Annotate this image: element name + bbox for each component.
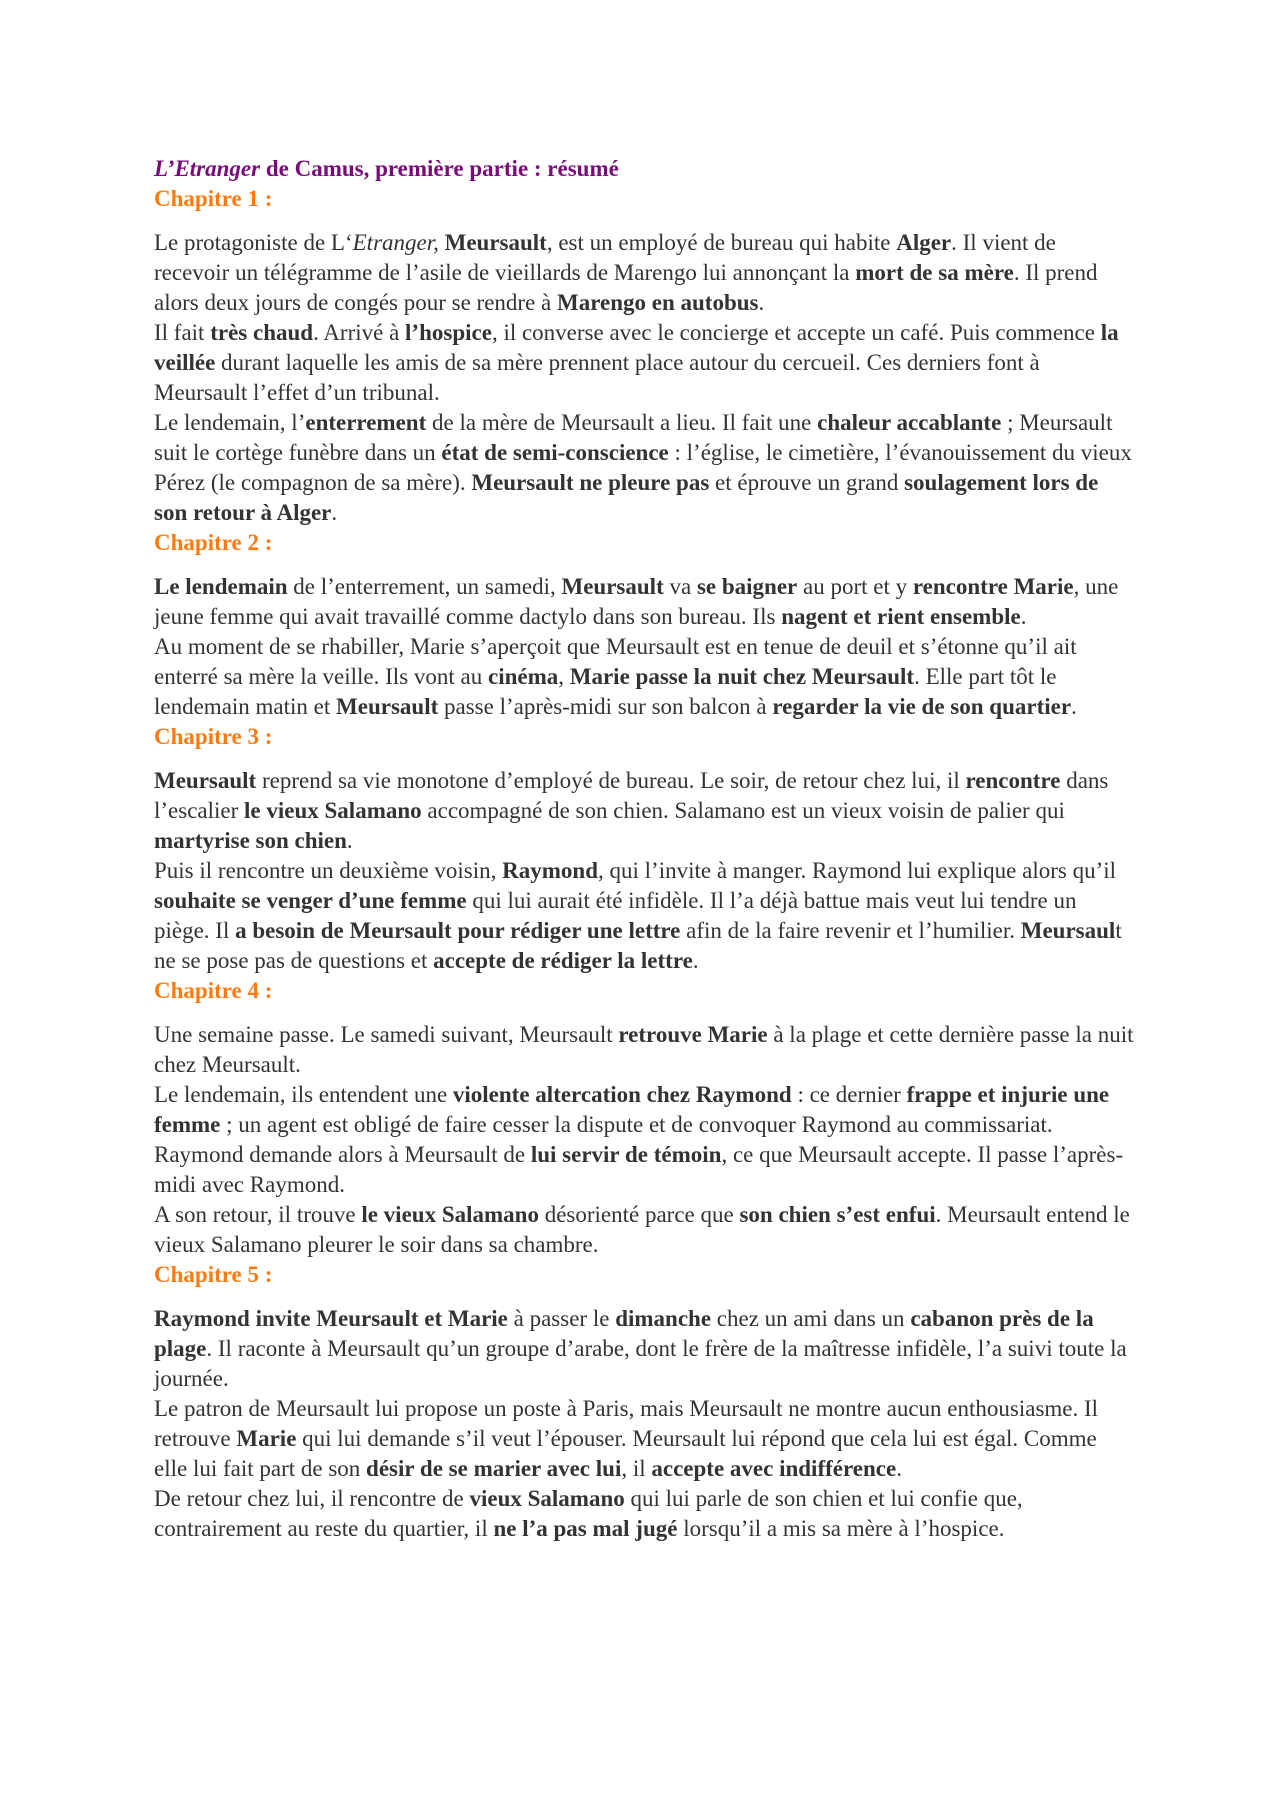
text-run: afin de la faire revenir et l’humilier. bbox=[680, 918, 1021, 943]
text-run: de l’enterrement, un samedi, bbox=[287, 574, 562, 599]
document-title bbox=[154, 154, 1134, 184]
chapter-section bbox=[154, 528, 1134, 722]
bold-text: Raymond invite Meursault et Marie bbox=[154, 1306, 508, 1331]
text-run: . bbox=[331, 500, 338, 525]
bold-text: enterrement bbox=[305, 410, 427, 435]
title-rest: de Camus, première partie : résumé bbox=[260, 156, 619, 181]
bold-text: le vieux Salamano bbox=[244, 798, 422, 823]
chapter-body bbox=[154, 766, 1134, 976]
paragraph bbox=[154, 318, 1134, 408]
bold-text: désir de se marier avec lui bbox=[366, 1456, 622, 1481]
text-run: . bbox=[896, 1456, 902, 1481]
bold-text: Meursault ne pleure pas bbox=[471, 470, 710, 495]
bold-text: a besoin de Meursault pour rédiger une lettre bbox=[235, 918, 681, 943]
text-run: au port et y bbox=[797, 574, 913, 599]
text-run: désorienté parce que bbox=[538, 1202, 740, 1227]
text-run: . Arrivé à bbox=[313, 320, 406, 345]
text-run: , ce que Meursault accepte. Il passe l’après-midi avec Raymond. bbox=[154, 1142, 1124, 1197]
chapter-section bbox=[154, 976, 1134, 1260]
bold-text: cabanon près de la plage bbox=[154, 1306, 1094, 1361]
text-run: Puis il rencontre un deuxième voisin, bbox=[154, 858, 503, 883]
bold-text: Raymond bbox=[502, 858, 598, 883]
chapter-section bbox=[154, 1260, 1134, 1544]
text-run: qui lui aurait été infidèle. Il l’a déjà battue mais veut lui tendre un piège. Il bbox=[154, 888, 1077, 943]
text-run: lorsqu’il a mis sa mère à l’hospice. bbox=[677, 1516, 1005, 1541]
bold-text: retrouve Marie bbox=[618, 1022, 768, 1047]
text-run: Le patron de Meursault lui propose un poste à Paris, mais Meursault ne montre aucun enthousiasme. Il retrouve bbox=[154, 1396, 1099, 1451]
chapter-body bbox=[154, 228, 1134, 528]
bold-text: ne l’a pas mal jugé bbox=[493, 1516, 678, 1541]
paragraph bbox=[154, 1484, 1134, 1544]
bold-text: Alger bbox=[896, 230, 952, 255]
text-run: , bbox=[558, 664, 570, 689]
text-run: accompagné de son chien. Salamano est un vieux voisin de palier qui bbox=[421, 798, 1065, 823]
text-run: Au moment de se rhabiller, Marie s’aperçoit que Meursault est en tenue de deuil et s’étonne qu’il ait enterré sa mère la veille. Ils vont au bbox=[154, 634, 1077, 689]
bold-text: le vieux Salamano bbox=[361, 1202, 539, 1227]
bold-text: rencontre bbox=[965, 768, 1061, 793]
chapter-body bbox=[154, 1020, 1134, 1260]
chapters-container bbox=[154, 184, 1134, 1544]
bold-text: la veillée bbox=[154, 320, 1119, 375]
paragraph bbox=[154, 856, 1134, 976]
text-run: . Il raconte à Meursault qu’un groupe d’arabe, dont le frère de la maîtresse infidèle, l’a suivi toute la journée. bbox=[154, 1336, 1127, 1391]
bold-text: souhaite se venger d’une femme bbox=[154, 888, 467, 913]
text-run: reprend sa vie monotone d’employé de bureau. Le soir, de retour chez lui, il bbox=[256, 768, 966, 793]
text-run: qui lui demande s’il veut l’épouser. Meursault lui répond que cela lui est égal. Comme elle lui fait part de son bbox=[154, 1426, 1097, 1481]
chapter-body bbox=[154, 572, 1134, 722]
text-run: durant laquelle les amis de sa mère prennent place autour du cercueil. Ces derniers font à Meursault l’effet d’un tribunal. bbox=[154, 350, 1040, 405]
text-run: passe l’après-midi sur son balcon à bbox=[438, 694, 773, 719]
text-run: . bbox=[1020, 604, 1027, 629]
bold-text: Meursault bbox=[561, 574, 664, 599]
paragraph bbox=[154, 766, 1134, 856]
bold-text: se baigner bbox=[696, 574, 798, 599]
chapter-heading: Chapitre 2 : bbox=[154, 530, 273, 555]
text-run: t ne se pose pas de questions et bbox=[154, 918, 1122, 973]
text-run: , est un employé de bureau qui habite bbox=[546, 230, 897, 255]
bold-text: son chien s’est enfui bbox=[739, 1202, 936, 1227]
text-run: . bbox=[758, 290, 765, 315]
paragraph bbox=[154, 1080, 1134, 1200]
chapter-body bbox=[154, 1304, 1134, 1544]
bold-text: chaleur accablante bbox=[817, 410, 1002, 435]
paragraph bbox=[154, 228, 1134, 318]
chapter-section bbox=[154, 722, 1134, 976]
text-run: Le lendemain, l’ bbox=[154, 410, 306, 435]
text-run: . Il prend alors deux jours de congés pour se rendre à bbox=[154, 260, 1098, 315]
chapter-heading: Chapitre 4 : bbox=[154, 978, 273, 1003]
paragraph bbox=[154, 408, 1134, 528]
text-run: qui lui parle de son chien et lui confie que, contrairement au reste du quartier, il bbox=[154, 1486, 1023, 1541]
text-run: , qui l’invite à manger. Raymond lui explique alors qu’il bbox=[598, 858, 1117, 883]
text-run: : ce dernier bbox=[791, 1082, 907, 1107]
bold-text: soulagement lors de son retour à Alger bbox=[154, 470, 1099, 525]
text-run: ; un agent est obligé de faire cesser la dispute et de convoquer Raymond au commissariat. Raymond demande alors à Meursault de bbox=[154, 1112, 1053, 1167]
bold-text: dimanche bbox=[615, 1306, 712, 1331]
chapter-section bbox=[154, 184, 1134, 528]
text-run: à passer le bbox=[507, 1306, 616, 1331]
text-run: . bbox=[346, 828, 353, 853]
bold-text: Marengo en autobus bbox=[557, 290, 759, 315]
paragraph bbox=[154, 1020, 1134, 1080]
chapter-heading: Chapitre 1 : bbox=[154, 186, 273, 211]
bold-text: Marie bbox=[236, 1426, 297, 1451]
bold-text: mort de sa mère bbox=[855, 260, 1014, 285]
text-run: et éprouve un grand bbox=[709, 470, 905, 495]
text-run: Le lendemain, ils entendent une bbox=[154, 1082, 453, 1107]
text-run: chez un ami dans un bbox=[711, 1306, 911, 1331]
paragraph bbox=[154, 1304, 1134, 1394]
bold-text: regarder la vie de son quartier bbox=[772, 694, 1072, 719]
chapter-heading: Chapitre 5 : bbox=[154, 1262, 273, 1287]
bold-text: Meursaul bbox=[1020, 918, 1116, 943]
text-run: : l’église, le cimetière, l’évanouissement du vieux Pérez (le compagnon de sa mère). bbox=[154, 440, 1132, 495]
text-run: , il bbox=[621, 1456, 652, 1481]
text-run: va bbox=[663, 574, 697, 599]
bold-text: lui servir de témoin bbox=[530, 1142, 722, 1167]
text-run: Une semaine passe. Le samedi suivant, Meursault bbox=[154, 1022, 619, 1047]
text-run: , il converse avec le concierge et accepte un café. Puis commence bbox=[491, 320, 1101, 345]
text-run: de la mère de Meursault a lieu. Il fait une bbox=[426, 410, 818, 435]
text-run: . Elle part tôt le lendemain matin et bbox=[154, 664, 1057, 719]
bold-text: l’hospice bbox=[405, 320, 492, 345]
bold-text: Meursault bbox=[154, 768, 257, 793]
bold-text: Marie passe la nuit chez Meursault bbox=[569, 664, 915, 689]
text-run: dans l’escalier bbox=[154, 768, 1109, 823]
text-run: . bbox=[692, 948, 699, 973]
bold-text: accepte avec indifférence bbox=[651, 1456, 897, 1481]
text-run: , une jeune femme qui avait travaillé comme dactylo dans son bureau. Ils bbox=[154, 574, 1119, 629]
text-run: . bbox=[1071, 694, 1077, 719]
text-run: Il fait bbox=[154, 320, 211, 345]
bold-text: frappe et injurie une femme bbox=[154, 1082, 1110, 1137]
text-run: A son retour, il trouve bbox=[154, 1202, 362, 1227]
text-run: ; Meursault suit le cortège funèbre dans un bbox=[154, 410, 1113, 465]
bold-text: violente altercation chez Raymond bbox=[452, 1082, 792, 1107]
bold-text: état de semi-conscience bbox=[441, 440, 669, 465]
text-run: à la plage et cette dernière passe la nuit chez Meursault. bbox=[154, 1022, 1134, 1077]
paragraph bbox=[154, 632, 1134, 722]
text-run: . Meursault entend le vieux Salamano pleurer le soir dans sa chambre. bbox=[154, 1202, 1130, 1257]
bold-text: Meursault bbox=[336, 694, 439, 719]
bold-text: Le lendemain bbox=[154, 574, 288, 599]
chapter-heading: Chapitre 3 : bbox=[154, 724, 273, 749]
bold-text: très chaud bbox=[210, 320, 314, 345]
paragraph bbox=[154, 1394, 1134, 1484]
bold-text: martyrise son chien bbox=[154, 828, 347, 853]
bold-text: cinéma bbox=[488, 664, 559, 689]
bold-text: accepte de rédiger la lettre bbox=[433, 948, 693, 973]
text-run: . Il vient de recevoir un télégramme de l’asile de vieillards de Marengo lui annonçant la bbox=[154, 230, 1056, 285]
text-run: De retour chez lui, il rencontre de bbox=[154, 1486, 470, 1511]
bold-text: rencontre Marie bbox=[912, 574, 1074, 599]
paragraph bbox=[154, 572, 1134, 632]
bold-text: vieux Salamano bbox=[469, 1486, 625, 1511]
bold-text: Meursault bbox=[444, 230, 547, 255]
italic-text: Etranger, bbox=[352, 230, 439, 255]
paragraph bbox=[154, 1200, 1134, 1260]
title-italic: L’Etranger bbox=[154, 156, 261, 181]
text-run: Le protagoniste de L‘ bbox=[154, 230, 353, 255]
bold-text: nagent et rient ensemble bbox=[781, 604, 1021, 629]
document-page bbox=[154, 154, 1134, 1544]
